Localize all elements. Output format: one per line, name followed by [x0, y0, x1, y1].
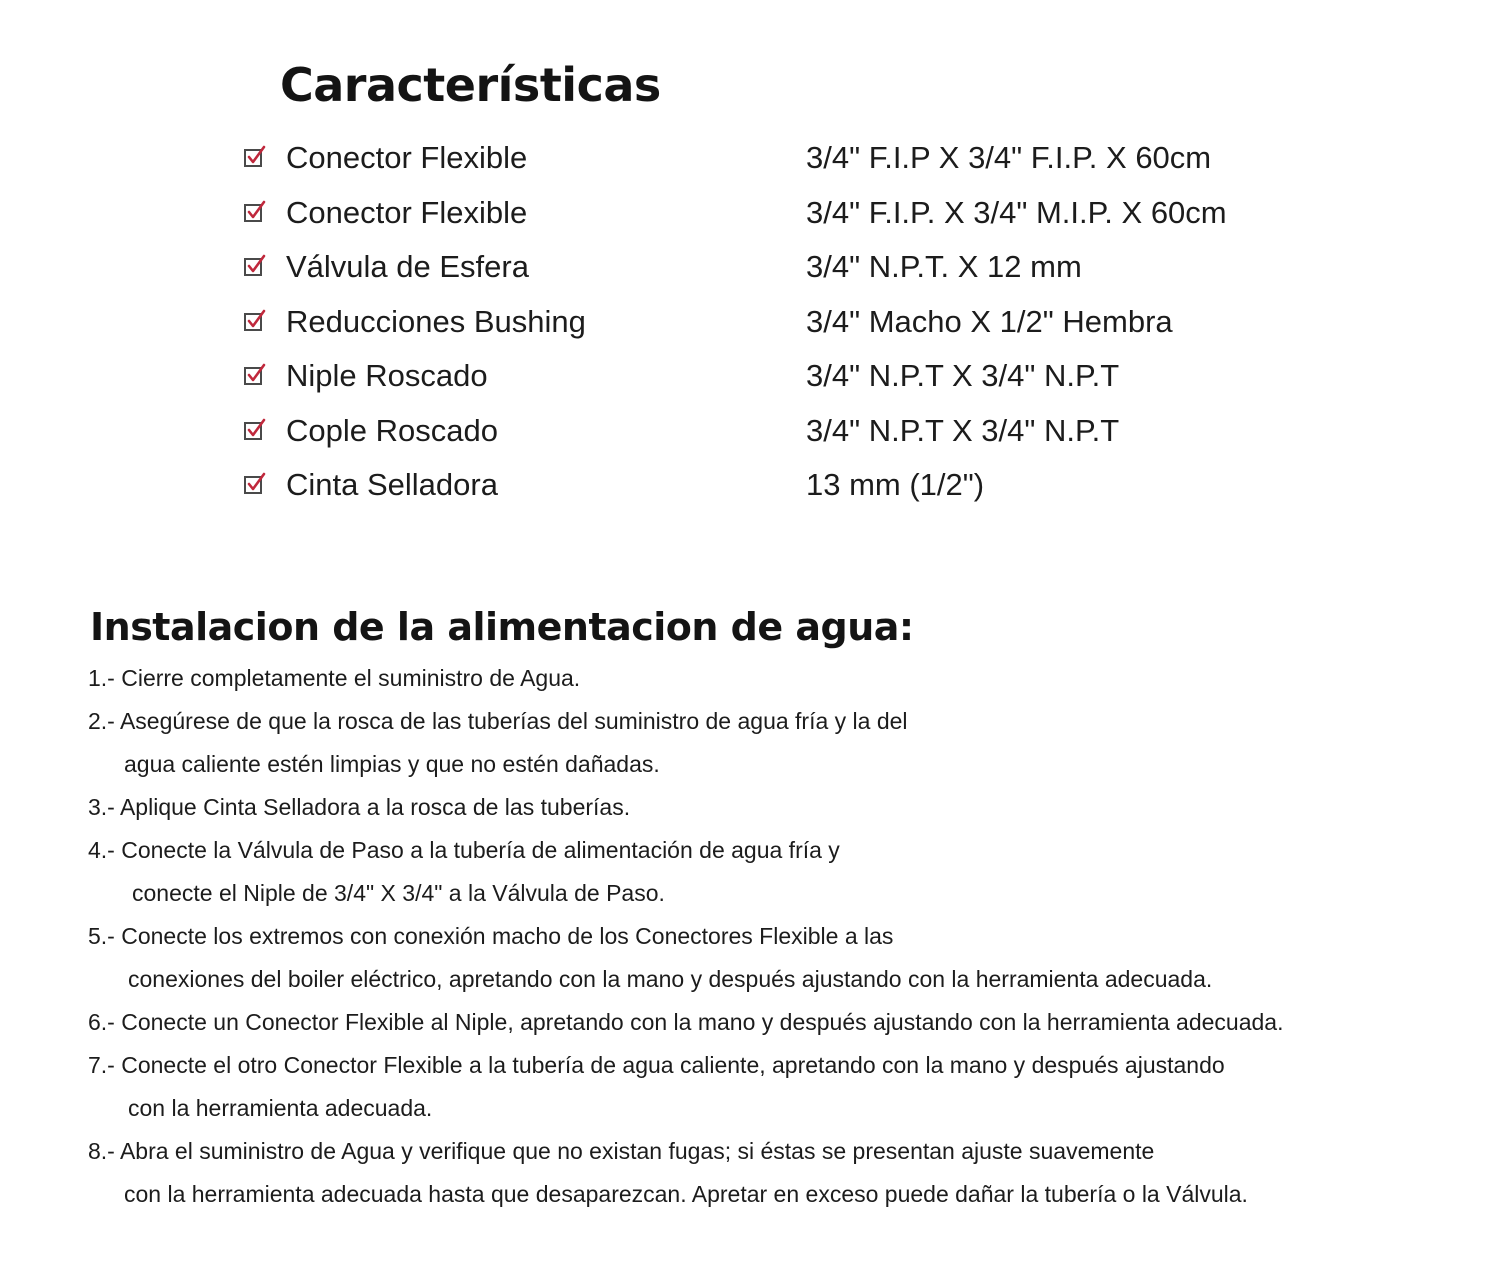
feature-row — [240, 409, 1390, 464]
checked-box-icon — [242, 199, 268, 225]
installation-title: Instalacion de la alimentacion de agua: — [90, 605, 914, 649]
feature-list — [240, 136, 1390, 518]
step-line: 3.- Aplique Cinta Selladora a la rosca de las tuberías. — [88, 794, 631, 820]
feature-name: Cinta Selladora — [286, 467, 498, 502]
feature-row — [240, 191, 1390, 246]
checked-box-icon — [242, 308, 268, 334]
step-line: 4.- Conecte la Válvula de Paso a la tubería de alimentación de agua fría y — [88, 837, 840, 863]
step-line-continuation: con la herramienta adecuada. — [128, 1095, 433, 1121]
feature-row — [240, 300, 1390, 355]
feature-name: Conector Flexible — [286, 194, 528, 230]
feature-name: Conector Flexible — [286, 140, 528, 175]
feature-spec: 3/4" N.P.T X 3/4" N.P.T — [806, 412, 1120, 448]
feature-row — [240, 136, 1390, 191]
feature-name: Reducciones Bushing — [286, 303, 586, 339]
feature-row — [240, 463, 1390, 518]
step-line: 2.- Asegúrese de que la rosca de las tuberías del suministro de agua fría y la del — [88, 708, 908, 734]
feature-spec: 3/4" Macho X 1/2" Hembra — [806, 303, 1173, 339]
step-line-continuation: con la herramienta adecuada hasta que desaparezcan. Apretar en exceso puede dañar la tubería o la Válvula. — [124, 1181, 1248, 1207]
step-line-continuation: conexiones del boiler eléctrico, apretando con la mano y después ajustando con la herramienta adecuada. — [128, 966, 1213, 992]
step-line-continuation: conecte el Niple de 3/4" X 3/4" a la Válvula de Paso. — [132, 880, 665, 906]
step-line: 6.- Conecte un Conector Flexible al Niple, apretando con la mano y después ajustando con la herramienta adecuada. — [88, 1009, 1284, 1035]
features-title: Características — [280, 58, 661, 112]
checked-box-icon — [242, 417, 268, 443]
feature-name: Válvula de Esfera — [286, 249, 529, 284]
step-line: 1.- Cierre completamente el suministro de Agua. — [88, 665, 581, 691]
feature-name: Niple Roscado — [286, 358, 488, 393]
checked-box-icon — [242, 144, 268, 170]
step-line: 8.- Abra el suministro de Agua y verifique que no existan fugas; si éstas se presentan ajuste suavemente — [88, 1138, 1155, 1164]
step-line-continuation: agua caliente estén limpias y que no estén dañadas. — [124, 751, 660, 777]
feature-spec: 13 mm (1/2") — [806, 467, 985, 502]
step-line: 5.- Conecte los extremos con conexión macho de los Conectores Flexible a las — [88, 923, 894, 949]
feature-row — [240, 245, 1390, 300]
step-line: 7.- Conecte el otro Conector Flexible a la tubería de agua caliente, apretando con la mano y después ajustando — [88, 1052, 1225, 1078]
checked-box-icon — [242, 253, 268, 279]
feature-name: Cople Roscado — [286, 412, 498, 448]
feature-spec: 3/4" N.P.T X 3/4" N.P.T — [806, 358, 1120, 393]
installation-steps — [88, 662, 1478, 1221]
feature-spec: 3/4" F.I.P X 3/4" F.I.P. X 60cm — [806, 140, 1212, 175]
feature-row — [240, 354, 1390, 409]
feature-spec: 3/4" F.I.P. X 3/4" M.I.P. X 60cm — [806, 194, 1227, 230]
checked-box-icon — [242, 362, 268, 388]
feature-spec: 3/4" N.P.T. X 12 mm — [806, 249, 1082, 284]
checked-box-icon — [242, 471, 268, 497]
